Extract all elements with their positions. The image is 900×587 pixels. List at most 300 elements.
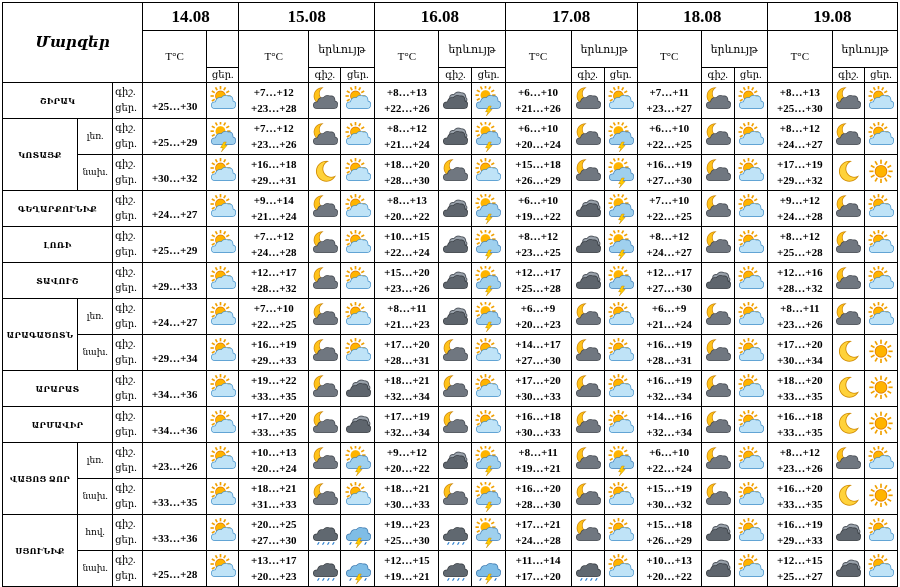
weather-moon-cloud-icon — [832, 83, 864, 119]
cloud-dark-icon — [440, 230, 470, 260]
regions-header: Մարզեր — [3, 3, 143, 83]
weather-moon-cloud-icon — [309, 479, 341, 515]
weather-moon-icon — [832, 479, 864, 515]
weather-moon-cloud-icon — [832, 227, 864, 263]
temp-range-line: +16…+19 — [777, 518, 823, 531]
temp-range — [375, 155, 439, 191]
weather-sun-cloud-icon — [207, 479, 239, 515]
day-label: ցեր. — [472, 68, 505, 83]
temp-header: T°C — [239, 31, 309, 83]
time-of-day-labels-line: ցեր. — [115, 210, 137, 222]
weather-sun-cloud-icon — [207, 155, 239, 191]
time-of-day-labels-line: գիշ. — [115, 410, 136, 422]
temp-range — [239, 371, 309, 407]
sun-cloud-icon — [606, 302, 636, 332]
moon-icon — [833, 482, 863, 512]
time-of-day-labels-line: ցեր. — [115, 390, 137, 402]
weather-sun-cloud-icon — [604, 515, 637, 551]
weather-moon-cloud-icon — [701, 299, 734, 335]
weather-sun-cloud-icon — [734, 515, 767, 551]
moon-icon — [833, 338, 863, 368]
weather-sun-cloud-icon — [734, 191, 767, 227]
time-of-day-labels-line: գիշ. — [115, 158, 136, 170]
weather-moon-cloud-icon — [571, 83, 604, 119]
weather-sun-cloud-icon — [341, 263, 375, 299]
weather-sun-icon — [864, 335, 897, 371]
temp-range — [239, 515, 309, 551]
temp-range-line: +15…+18 — [646, 518, 692, 531]
time-of-day-labels-line: գիշ. — [115, 446, 136, 458]
temp-range-line: +8…+13 — [386, 194, 427, 207]
weather-sun-cloud-icon — [472, 407, 505, 443]
moon-cloud-icon — [573, 86, 603, 116]
weather-moon-cloud-icon — [701, 335, 734, 371]
weather-moon-cloud-icon — [309, 83, 341, 119]
sun-storm-icon — [208, 122, 238, 152]
sun-cloud-icon — [606, 554, 636, 584]
temp-range — [767, 335, 832, 371]
phenomena-header: երևույթ — [832, 31, 897, 68]
weather-sun-cloud-icon — [734, 83, 767, 119]
weather-sun-cloud-icon — [207, 515, 239, 551]
temp-range-line: +21…+24 — [384, 138, 430, 151]
weather-moon-cloud-icon — [701, 155, 734, 191]
weather-sun-cloud-icon — [734, 155, 767, 191]
temp-range-line: +16…+20 — [515, 482, 561, 495]
sun-cloud-icon — [736, 554, 766, 584]
weather-sun-cloud-icon — [341, 227, 375, 263]
weather-sun-cloud-icon — [604, 371, 637, 407]
temp-range — [767, 119, 832, 155]
temp-range-line: +20…+22 — [384, 462, 430, 475]
sun-cloud-icon — [866, 230, 896, 260]
weather-sun-cloud-icon — [207, 551, 239, 587]
weather-sun-storm-icon — [472, 515, 505, 551]
temp-range-line: +24…+27 — [777, 138, 823, 151]
rain-storm-icon — [343, 518, 373, 548]
rain-storm-icon — [473, 554, 503, 584]
moon-cloud-icon — [310, 194, 340, 224]
time-of-day-labels — [113, 443, 143, 479]
temp-range-line: +21…+26 — [515, 102, 561, 115]
temp-range-line: +22…+25 — [250, 318, 297, 331]
weather-sun-cloud-icon — [341, 155, 375, 191]
temp-range-line: +17…+20 — [250, 410, 297, 423]
weather-rain-cloud-icon — [439, 551, 472, 587]
weather-sun-cloud-icon — [864, 551, 897, 587]
temp-range — [375, 479, 439, 515]
temp-range-line: +9…+12 — [386, 446, 427, 459]
table-row — [3, 335, 898, 371]
weather-cloud-dark-icon — [439, 83, 472, 119]
cloud-dark-icon — [440, 194, 470, 224]
temp-range-line: +25…+30 — [777, 102, 823, 115]
moon-cloud-icon — [573, 446, 603, 476]
time-of-day-labels-line: գիշ. — [115, 518, 136, 530]
region-name: ԼՈՌԻ — [3, 227, 113, 263]
temp-range-line: +19…+21 — [515, 462, 561, 475]
time-of-day-labels — [113, 119, 143, 155]
cloud-dark-icon — [573, 230, 603, 260]
moon-cloud-icon — [310, 86, 340, 116]
temp-range-line: +18…+21 — [384, 482, 430, 495]
time-of-day-labels-line: ցեր. — [115, 534, 137, 546]
sun-storm-icon — [473, 230, 503, 260]
weather-cloud-dark-icon — [439, 119, 472, 155]
region-name: ԱՐԱՐԱՏ — [3, 371, 113, 407]
weather-moon-cloud-icon — [439, 371, 472, 407]
weather-sun-storm-icon — [472, 83, 505, 119]
temp-range-line: +33…+35 — [777, 426, 823, 439]
temp-range-line: +18…+20 — [777, 374, 823, 387]
temp-range — [239, 335, 309, 371]
table-row — [3, 119, 898, 155]
time-of-day-labels — [113, 227, 143, 263]
weather-moon-cloud-icon — [832, 119, 864, 155]
weather-sun-cloud-icon — [207, 407, 239, 443]
moon-cloud-icon — [573, 302, 603, 332]
time-of-day-labels-line: ցեր. — [115, 318, 137, 330]
weather-moon-cloud-icon — [439, 479, 472, 515]
temp-range-line: +20…+22 — [646, 570, 692, 583]
weather-sun-cloud-icon — [734, 119, 767, 155]
cloud-dark-icon — [833, 554, 863, 584]
temp-range-line: +33…+35 — [250, 390, 297, 403]
temp-range — [637, 263, 701, 299]
temp-range-line: +29…+31 — [250, 174, 297, 187]
day-label: ցեր. — [734, 68, 767, 83]
sun-storm-icon — [473, 266, 503, 296]
day-temp: +29…+33 — [143, 263, 207, 299]
temp-range — [637, 119, 701, 155]
weather-sun-cloud-icon — [734, 479, 767, 515]
time-of-day-labels — [113, 155, 143, 191]
moon-cloud-icon — [310, 374, 340, 404]
temp-range — [375, 227, 439, 263]
time-of-day-labels-line: ցեր. — [115, 354, 137, 366]
temp-range-line: +22…+25 — [646, 138, 692, 151]
temp-range-line: +32…+34 — [384, 390, 430, 403]
temp-range — [505, 479, 571, 515]
sun-cloud-icon — [343, 194, 373, 224]
sun-cloud-icon — [208, 302, 238, 332]
time-of-day-labels-line: ցեր. — [115, 462, 137, 474]
temp-range-line: +6…+9 — [651, 302, 687, 315]
weather-sun-cloud-icon — [207, 371, 239, 407]
weather-moon-cloud-icon — [701, 227, 734, 263]
time-of-day-labels-line: գիշ. — [115, 374, 136, 386]
sun-cloud-icon — [736, 374, 766, 404]
sun-cloud-icon — [606, 482, 636, 512]
table-row — [3, 227, 898, 263]
temp-range-line: +6…+9 — [520, 302, 556, 315]
date-header: 19.08 — [767, 3, 897, 31]
temp-range-line: +23…+26 — [777, 462, 823, 475]
sun-cloud-icon — [736, 86, 766, 116]
time-of-day-labels — [113, 551, 143, 587]
moon-cloud-icon — [703, 374, 733, 404]
temp-range-line: +10…+13 — [250, 446, 297, 459]
temp-range-line: +27…+30 — [646, 174, 692, 187]
moon-cloud-icon — [310, 230, 340, 260]
region-name: ԳԵՂԱՐՔՈՒՆԻՔ — [3, 191, 113, 227]
temp-range-line: +6…+10 — [518, 122, 559, 135]
temp-range — [767, 371, 832, 407]
weather-sun-icon — [864, 371, 897, 407]
table-row — [3, 155, 898, 191]
temp-range-line: +30…+34 — [777, 354, 823, 367]
temp-range — [239, 407, 309, 443]
time-of-day-labels-line: ցեր. — [115, 570, 137, 582]
weather-sun-cloud-icon — [341, 191, 375, 227]
zone-label: լեռ. — [78, 299, 113, 335]
day-temp: +24…+27 — [143, 299, 207, 335]
weather-moon-cloud-icon — [832, 443, 864, 479]
weather-sun-cloud-icon — [864, 299, 897, 335]
temp-header: T°C — [767, 31, 832, 83]
weather-moon-cloud-icon — [571, 371, 604, 407]
temp-range-line: +12…+17 — [515, 266, 561, 279]
weather-sun-cloud-icon — [864, 443, 897, 479]
time-of-day-labels-line: գիշ. — [115, 338, 136, 350]
temp-range — [637, 407, 701, 443]
weather-sun-storm-icon — [604, 443, 637, 479]
weather-moon-cloud-icon — [701, 407, 734, 443]
temp-range — [637, 227, 701, 263]
weather-sun-cloud-icon — [207, 335, 239, 371]
sun-storm-icon — [473, 518, 503, 548]
moon-cloud-icon — [310, 266, 340, 296]
temp-range-line: +8…+12 — [779, 122, 820, 135]
zone-label: նախ. — [78, 479, 113, 515]
time-of-day-labels — [113, 371, 143, 407]
weather-sun-cloud-icon — [341, 119, 375, 155]
weather-sun-cloud-icon — [604, 299, 637, 335]
moon-cloud-icon — [573, 338, 603, 368]
weather-moon-cloud-icon — [832, 299, 864, 335]
temp-range — [239, 263, 309, 299]
sun-cloud-icon — [866, 518, 896, 548]
weather-moon-cloud-icon — [309, 191, 341, 227]
sun-cloud-icon — [606, 338, 636, 368]
temp-range-line: +13…+17 — [250, 554, 297, 567]
sun-icon — [866, 338, 896, 368]
moon-cloud-icon — [573, 410, 603, 440]
day-temp: +25…+29 — [143, 119, 207, 155]
sun-cloud-icon — [866, 266, 896, 296]
moon-cloud-icon — [573, 374, 603, 404]
temp-range-line: +8…+11 — [518, 446, 558, 459]
temp-range-line: +8…+13 — [386, 86, 427, 99]
weather-cloud-dark-icon — [571, 191, 604, 227]
moon-cloud-icon — [703, 446, 733, 476]
weather-moon-icon — [832, 371, 864, 407]
weather-sun-icon — [864, 479, 897, 515]
sun-cloud-icon — [606, 374, 636, 404]
night-label: գիշ. — [439, 68, 472, 83]
temp-range-line: +8…+12 — [649, 230, 690, 243]
weather-moon-cloud-icon — [309, 371, 341, 407]
weather-cloud-dark-icon — [571, 227, 604, 263]
temp-range-line: +28…+30 — [515, 498, 561, 511]
time-of-day-labels — [113, 407, 143, 443]
sun-cloud-icon — [343, 230, 373, 260]
temp-range-line: +8…+12 — [386, 122, 427, 135]
moon-cloud-icon — [310, 338, 340, 368]
weather-moon-cloud-icon — [309, 407, 341, 443]
temp-range-line: +18…+21 — [384, 374, 430, 387]
temp-range-line: +22…+26 — [384, 102, 430, 115]
temp-range — [239, 83, 309, 119]
sun-cloud-icon — [736, 266, 766, 296]
cloud-dark-icon — [343, 374, 373, 404]
weather-cloud-dark-icon — [439, 191, 472, 227]
weather-cloud-dark-icon — [701, 515, 734, 551]
temp-range — [505, 191, 571, 227]
blank-header — [207, 31, 239, 68]
cloud-dark-icon — [440, 302, 470, 332]
temp-range-line: +23…+27 — [646, 102, 692, 115]
time-of-day-labels-line: գիշ. — [115, 302, 136, 314]
weather-moon-icon — [309, 155, 341, 191]
weather-sun-storm-icon — [472, 119, 505, 155]
temp-range-line: +7…+12 — [253, 86, 294, 99]
weather-cloud-dark-icon — [439, 443, 472, 479]
day-temp: +29…+34 — [143, 335, 207, 371]
moon-cloud-icon — [833, 446, 863, 476]
sun-storm-icon — [606, 230, 636, 260]
time-of-day-labels-line: ցեր. — [115, 174, 137, 186]
temp-range-line: +9…+12 — [779, 194, 820, 207]
temp-range — [505, 371, 571, 407]
weather-moon-cloud-icon — [832, 263, 864, 299]
temp-range-line: +12…+15 — [777, 554, 823, 567]
temp-range — [239, 551, 309, 587]
weather-moon-cloud-icon — [439, 155, 472, 191]
moon-icon — [833, 158, 863, 188]
sun-cloud-icon — [208, 374, 238, 404]
region-name: ՍՅՈՒՆԻՔ — [3, 515, 78, 587]
weather-sun-storm-icon — [472, 299, 505, 335]
weather-sun-storm-icon — [207, 119, 239, 155]
temp-range-line: +20…+24 — [250, 462, 297, 475]
temp-range — [767, 263, 832, 299]
sun-cloud-icon — [343, 302, 373, 332]
weather-cloud-dark-icon — [439, 299, 472, 335]
temp-range-line: +29…+33 — [250, 354, 297, 367]
weather-sun-storm-icon — [472, 479, 505, 515]
temp-range-line: +15…+20 — [384, 266, 430, 279]
sun-cloud-icon — [866, 554, 896, 584]
moon-cloud-icon — [440, 482, 470, 512]
sun-cloud-icon — [343, 482, 373, 512]
moon-cloud-icon — [440, 374, 470, 404]
time-of-day-labels-line: գիշ. — [115, 194, 136, 206]
temp-header: T°C — [143, 31, 207, 83]
temp-range-line: +8…+12 — [779, 230, 820, 243]
moon-cloud-icon — [310, 482, 340, 512]
temp-range-line: +6…+10 — [649, 446, 690, 459]
weather-sun-cloud-icon — [734, 371, 767, 407]
weather-sun-storm-icon — [472, 227, 505, 263]
weather-sun-storm-icon — [472, 191, 505, 227]
temp-range — [375, 407, 439, 443]
weather-rain-storm-icon — [341, 551, 375, 587]
temp-range-line: +15…+18 — [515, 158, 561, 171]
sun-cloud-icon — [736, 410, 766, 440]
moon-cloud-icon — [703, 230, 733, 260]
temp-range — [505, 299, 571, 335]
time-of-day-labels — [113, 515, 143, 551]
weather-rain-cloud-icon — [439, 515, 472, 551]
moon-icon — [833, 410, 863, 440]
day-temp: +25…+28 — [143, 551, 207, 587]
table-row — [3, 83, 898, 119]
day-temp: +34…+36 — [143, 371, 207, 407]
moon-cloud-icon — [440, 338, 470, 368]
table-row — [3, 191, 898, 227]
region-name: ԱՐՄԱՎԻՐ — [3, 407, 113, 443]
sun-cloud-icon — [208, 194, 238, 224]
sun-cloud-icon — [208, 554, 238, 584]
weather-moon-cloud-icon — [309, 263, 341, 299]
day-temp: +23…+26 — [143, 443, 207, 479]
temp-range-line: +29…+32 — [777, 174, 823, 187]
sun-cloud-icon — [736, 194, 766, 224]
temp-range-line: +24…+27 — [646, 246, 692, 259]
moon-cloud-icon — [440, 158, 470, 188]
time-of-day-labels — [113, 335, 143, 371]
weather-sun-storm-icon — [604, 191, 637, 227]
time-of-day-labels-line: ցեր. — [115, 426, 137, 438]
time-of-day-labels — [113, 191, 143, 227]
weather-sun-cloud-icon — [604, 335, 637, 371]
weather-moon-cloud-icon — [571, 119, 604, 155]
sun-cloud-icon — [208, 482, 238, 512]
weather-moon-cloud-icon — [832, 191, 864, 227]
region-name: ՎԱՅՈՑ ՁՈՐ — [3, 443, 78, 515]
temp-range-line: +9…+14 — [253, 194, 294, 207]
temp-range-line: +17…+19 — [384, 410, 430, 423]
temp-range-line: +10…+13 — [646, 554, 692, 567]
sun-storm-icon — [343, 446, 373, 476]
temp-header: T°C — [375, 31, 439, 83]
weather-moon-icon — [832, 407, 864, 443]
sun-cloud-icon — [343, 338, 373, 368]
temp-range — [637, 155, 701, 191]
temp-range-line: +25…+30 — [384, 534, 430, 547]
rain-cloud-icon — [573, 554, 603, 584]
temp-range-line: +21…+24 — [646, 318, 692, 331]
temp-range — [767, 83, 832, 119]
day-temp: +33…+36 — [143, 515, 207, 551]
sun-icon — [866, 158, 896, 188]
weather-moon-cloud-icon — [701, 479, 734, 515]
weather-sun-cloud-icon — [734, 263, 767, 299]
temp-range — [767, 155, 832, 191]
sun-storm-icon — [606, 122, 636, 152]
weather-moon-cloud-icon — [701, 371, 734, 407]
weather-sun-icon — [864, 407, 897, 443]
temp-range — [239, 155, 309, 191]
weather-moon-cloud-icon — [309, 119, 341, 155]
weather-sun-storm-icon — [472, 443, 505, 479]
temp-range-line: +16…+18 — [250, 158, 297, 171]
sun-cloud-icon — [208, 230, 238, 260]
temp-range-line: +22…+24 — [646, 462, 692, 475]
time-of-day-labels-line: գիշ. — [115, 554, 136, 566]
night-label: գիշ. — [571, 68, 604, 83]
